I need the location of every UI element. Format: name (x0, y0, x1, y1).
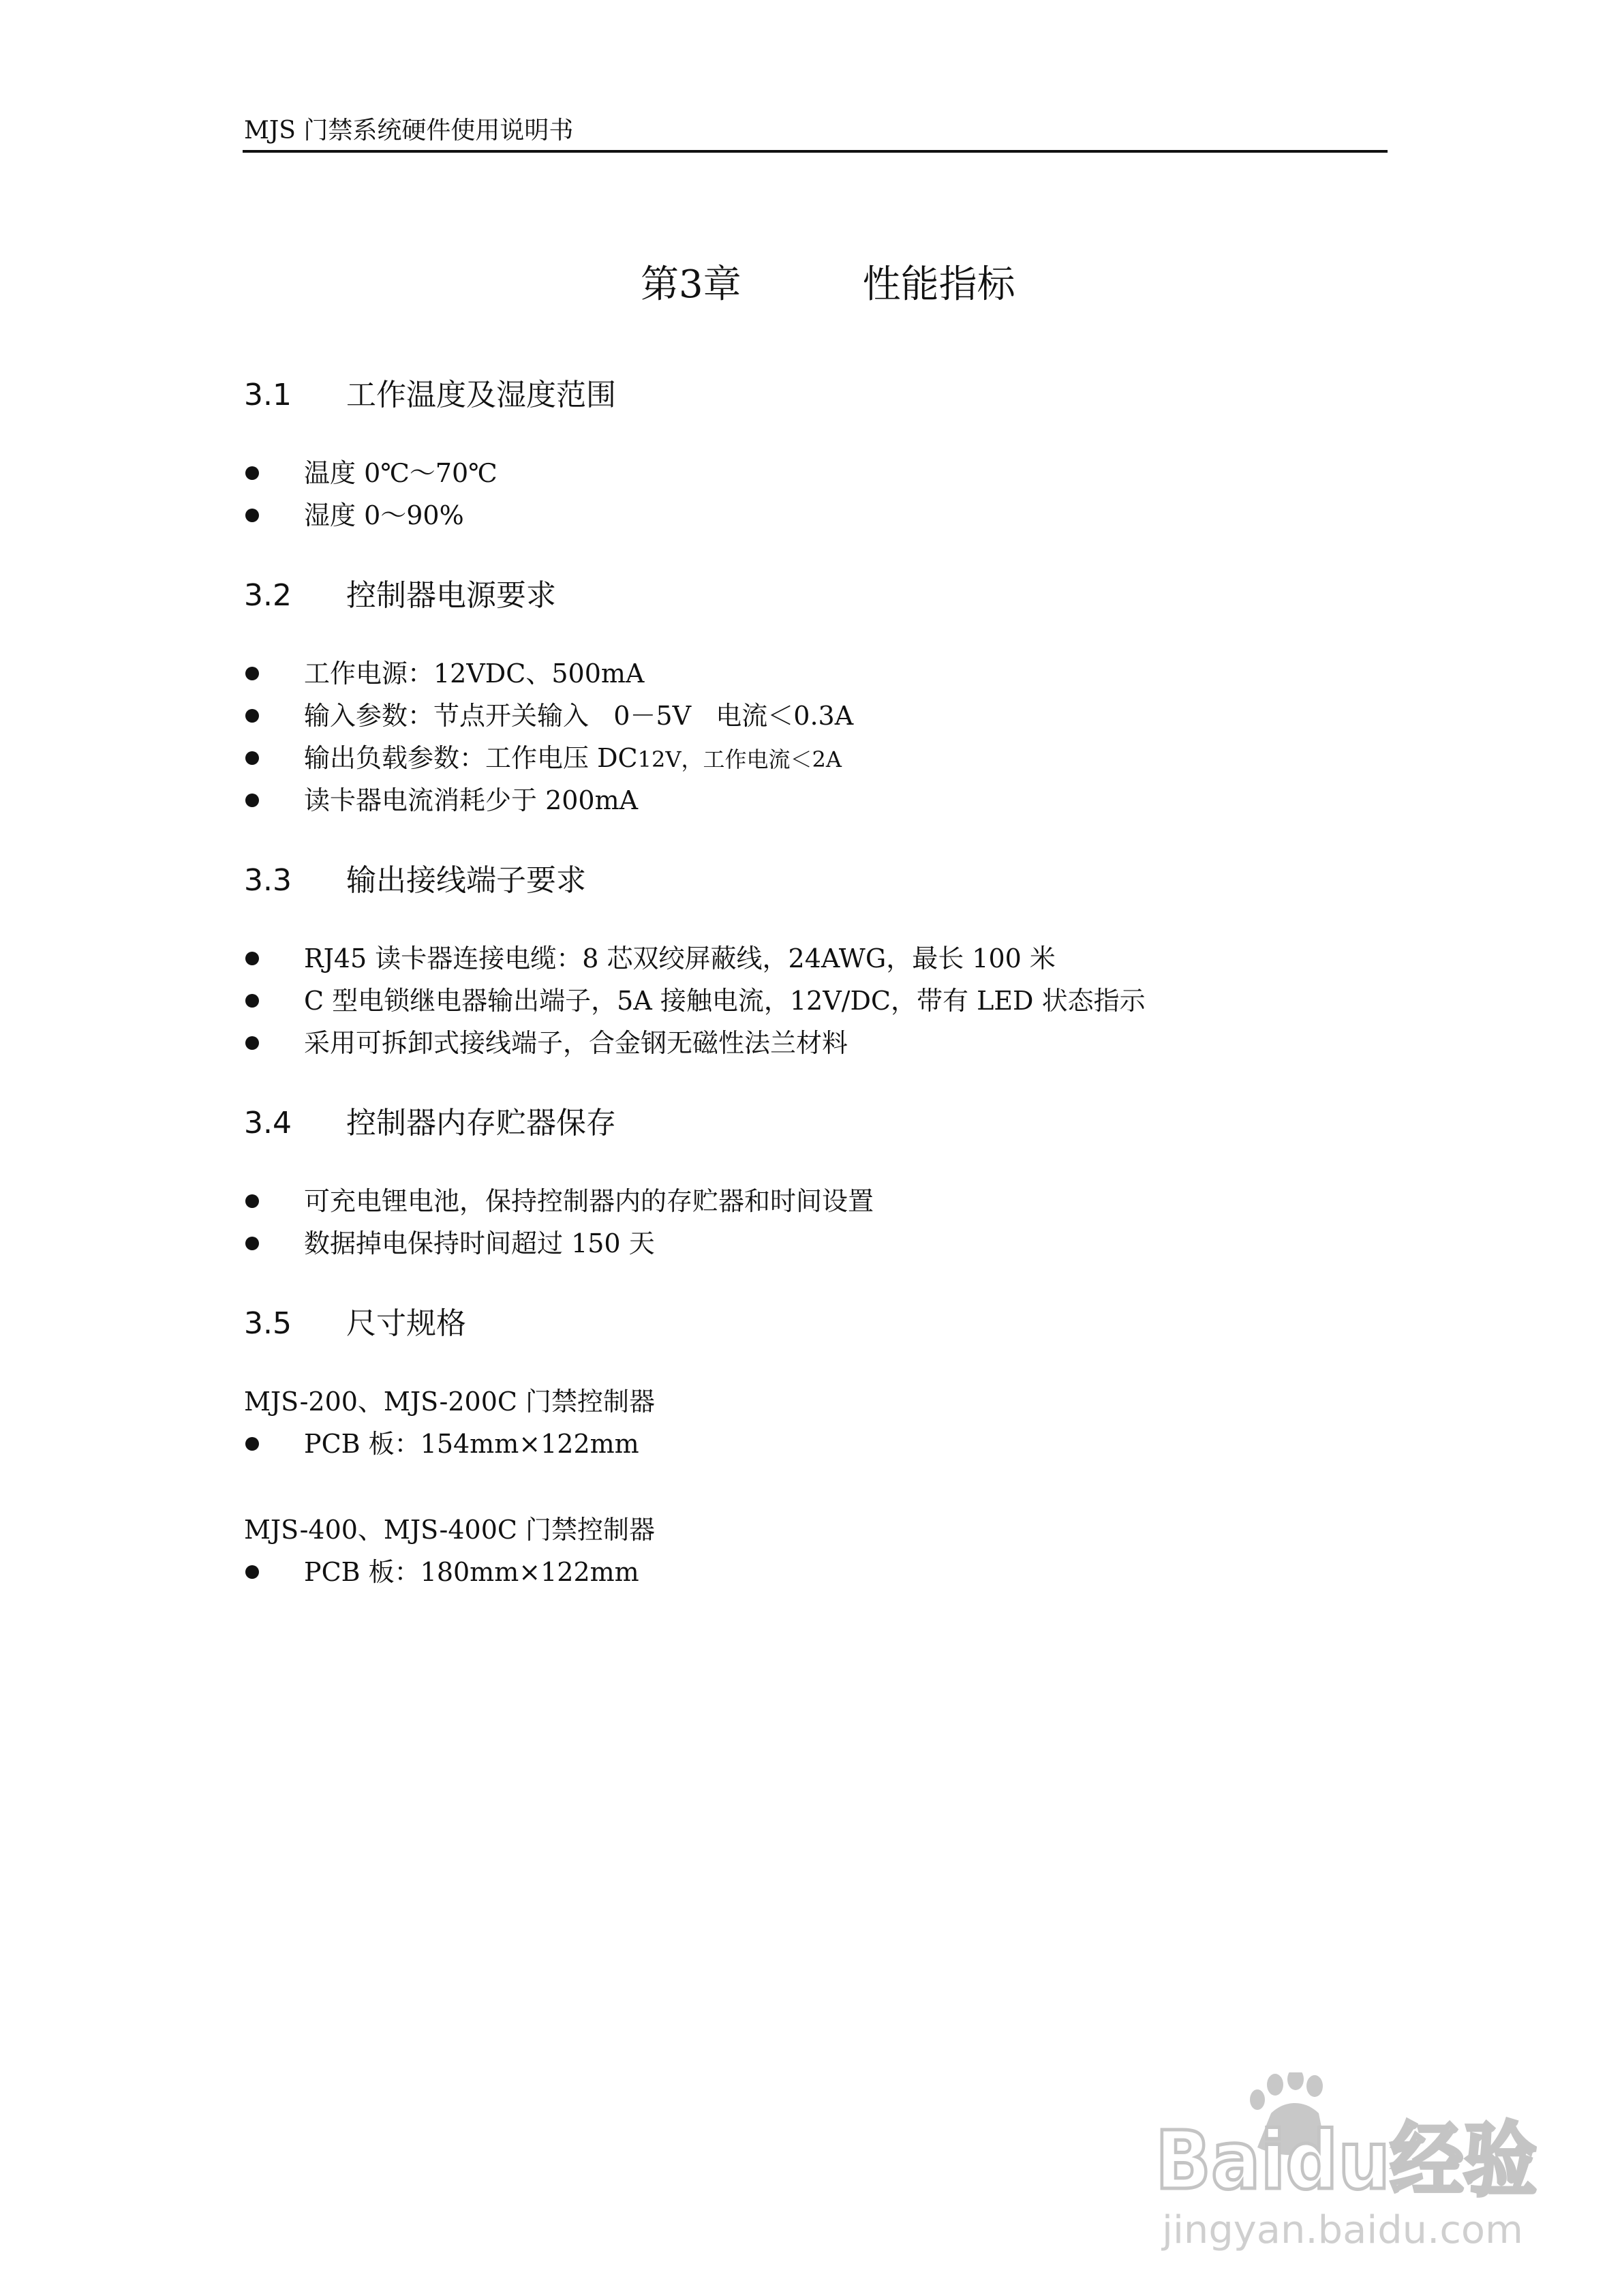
paw-toe-2 (1287, 2072, 1304, 2090)
list-item: 输出负载参数：工作电压 DC12V，工作电流＜2A (245, 740, 842, 777)
section-number: 3.4 (244, 1106, 292, 1141)
section-number: 3.3 (244, 863, 292, 898)
section-title: 控制器内存贮器保存 (346, 1106, 616, 1141)
model-subheading: MJS-400、MJS-400C 门禁控制器 (244, 1515, 656, 1545)
section-number: 3.1 (244, 378, 292, 412)
paw-toe-1 (1267, 2074, 1283, 2096)
list-item: 湿度 0～90% (245, 498, 464, 533)
running-header: MJS 门禁系统硬件使用说明书 (244, 117, 574, 145)
section-title: 尺寸规格 (346, 1306, 466, 1341)
chapter-title: 第3章 性能指标 (641, 262, 1015, 307)
bullet-icon (245, 1036, 259, 1050)
paw-toe-4 (1250, 2089, 1265, 2110)
bullet-icon (245, 1237, 259, 1250)
baidu-jingyan-watermark (1155, 2072, 1537, 2256)
watermark-brand: Baidu经验 (1155, 2113, 1537, 2207)
header-rule (243, 150, 1388, 153)
paw-toe-3 (1306, 2075, 1323, 2097)
section-heading-3-1 (244, 375, 616, 416)
list-item: 采用可拆卸式接线端子，合金钢无磁性法兰材料 (245, 1025, 848, 1061)
list-item: PCB 板：180mm×122mm (245, 1554, 639, 1590)
list-item: RJ45 读卡器连接电缆：8 芯双绞屏蔽线，24AWG，最长 100 米 (245, 941, 1056, 976)
section-number: 3.5 (244, 1306, 292, 1341)
watermark-url: jingyan.baidu.com (1160, 2208, 1523, 2252)
list-item: 温度 0℃～70℃ (245, 455, 498, 491)
bullet-icon (245, 1437, 259, 1451)
list-item: C 型电锁继电器输出端子，5A 接触电流，12V/DC，带有 LED 状态指示 (245, 983, 1146, 1018)
bullet-icon (245, 794, 259, 807)
section-number: 3.2 (244, 578, 292, 613)
bullet-icon (245, 751, 259, 765)
section-heading-3-4 (244, 1103, 616, 1144)
list-item: 输入参数：节点开关输入 0－5V 电流＜0.3A (245, 698, 853, 734)
bullet-icon (245, 509, 259, 522)
section-title: 控制器电源要求 (346, 578, 556, 613)
model-subheading: MJS-200、MJS-200C 门禁控制器 (244, 1387, 656, 1417)
bullet-icon (245, 709, 259, 723)
section-title: 工作温度及湿度范围 (346, 378, 616, 412)
section-heading-3-2 (244, 575, 556, 616)
bullet-icon (245, 1565, 259, 1579)
section-title: 输出接线端子要求 (346, 863, 586, 898)
list-item: 工作电源：12VDC、500mA (245, 656, 644, 691)
bullet-icon (245, 466, 259, 480)
list-item: 读卡器电流消耗少于 200mA (245, 783, 638, 818)
list-item: PCB 板：154mm×122mm (245, 1426, 639, 1462)
bullet-icon (245, 994, 259, 1008)
bullet-icon (245, 1194, 259, 1208)
bullet-icon (245, 667, 259, 680)
section-heading-3-5 (244, 1303, 466, 1344)
list-item: 可充电锂电池，保持控制器内的存贮器和时间设置 (245, 1183, 874, 1219)
section-heading-3-3 (244, 860, 586, 901)
list-item: 数据掉电保持时间超过 150 天 (245, 1226, 655, 1261)
bullet-icon (245, 952, 259, 965)
